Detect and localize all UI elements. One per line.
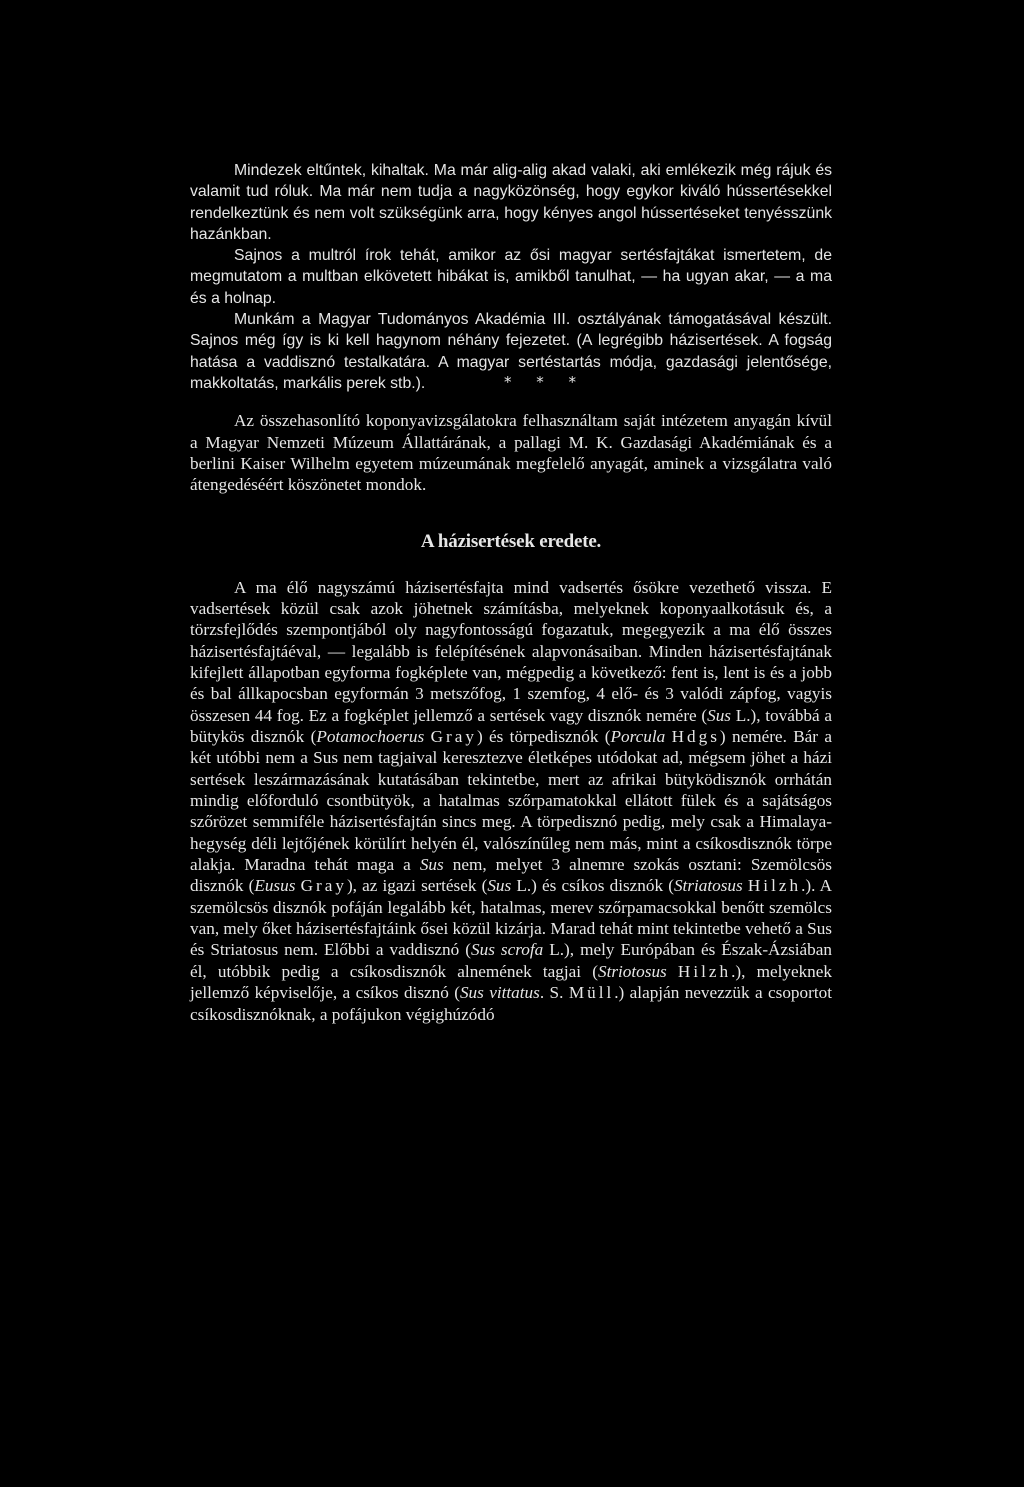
body-text: L.) és csíkos disznók (	[511, 876, 674, 896]
intro-paragraph-2: Sajnos a multról írok tehát, amikor az ősi magyar sertésfajtákat ismertetem, de megmutatom a multban elkövetett hibákat is, amikből tanulhat, — ha ugyan akar, — a ma és a holnap.	[190, 247, 832, 307]
body-paragraph	[190, 577, 832, 1025]
author-name: Hilzh	[747, 876, 802, 896]
species-name: Sus vittatus	[459, 983, 540, 1003]
author-name: Gray	[430, 727, 477, 747]
genus-name: Striatosus	[673, 876, 743, 896]
genus-name: Porcula	[610, 727, 666, 747]
body-text: nem, melyet 3 alnemre szokás osztani: Szemölcsös disznók (	[190, 855, 832, 896]
body-text: ) és törpedisznók (	[476, 727, 611, 747]
genus-name: Sus	[419, 855, 444, 875]
section-separator: * * *	[503, 373, 586, 392]
species-name: Sus scrofa	[471, 940, 544, 960]
body-text: .) alapján nevezzük a csoportot csíkosdisznóknak, a pofájukon végighúzódó	[190, 983, 832, 1024]
page	[190, 160, 832, 1025]
body-text: .), melyeknek jellemző képviselője, a csíkos disznó (	[190, 961, 832, 1003]
author-name: Hdgs	[671, 727, 720, 747]
genus-name: Sus	[487, 876, 512, 896]
intro-paragraph-3: Munkám a Magyar Tudományos Akadémia III. osztályának támogatásával készült. Sajnos még így is ki kell hagynom néhány fejezetet. (A legrégibb házisertések. A fogság hatása a vaddisznó testalkatára. A magyar sertéstartás módja, gazdasági jelentősége, makkoltatás, markális perek stb.).	[190, 311, 832, 392]
genus-name: Potamochoerus	[316, 727, 425, 747]
author-name: Hilzh	[677, 961, 732, 981]
body-text: ), az igazi sertések (	[346, 876, 488, 896]
body-text: . S.	[539, 983, 569, 1003]
body-text: .). A szemölcsös disznók pofáján legalább két, hatalmas, merev szőrpamacsokkal benőtt szemölcs van, mely őket házisertésfajtáink ősei közül kizárja. Marad tehát mint tekintetbe vehető a Sus és Striatosus nem. Előbbi a vaddisznó (	[190, 876, 833, 960]
genus-name: Eusus	[254, 876, 296, 896]
section-heading: A házisertések eredete.	[420, 530, 602, 552]
genus-name: Striotosus	[597, 961, 667, 981]
intro-paragraph-1: Mindezek eltűntek, kihaltak. Ma már alig-alig akad valaki, aki emlékezik még rájuk és valamit tud róluk. Ma már nem tudja a nagyközönség, hogy egykor kiváló hússertésekkel rendelkeztünk és nem volt szükségünk arra, hogy kényes angol hússertéseket tenyésszünk hazánkban.	[190, 162, 832, 243]
body-text: L.), mely Európában és Észak-Ázsiában él, utóbbik pedig a csíkosdisznók alnemének tagjai (	[190, 940, 832, 981]
body-text: ) nemére. Bár a két utóbbi nem a Sus nem tagjaival keresztezve életképes utódokat ad, mégsem jöhet a házi sertések leszármazásának kutatásában tekintetbe, mert az afrikai bütyködisznók orrhátán mindig előforduló csontbütyök, a hatalmas szőrpamatokkal ellátott fülek és a sajátságos szőrözet semmiféle házisertésfajtán sincs meg. A törpedisznó pedig, mely csak a Himalaya-hegység déli lejtőjének körülírt helyén él, valószínűleg nem más, mint a csíkosdisznók törpe alakja. Maradna tehát maga a	[190, 727, 833, 875]
genus-name: Sus	[707, 705, 731, 725]
body-text: L.), továbbá a bütykös disznók (	[190, 705, 832, 747]
body-text: A ma élő nagyszámú házisertésfajta mind vadsertés ősökre vezethető vissza. E vadsertések közül csak azok jöhetnek számításba, melyeknek koponyaalkotásuk és, a törzsfejlődés szempontjából oly nagyfontosságú fogazatuk, megegyezik a ma élő összes házisertésfajtáéval, — legalább is felépítésének alapvonásaiban. Minden házisertésfajtának kifejlett állapotban egyforma fogképlete van, mégpedig a következő: fent is, lent is és a jobb és bal állkapocsban egyformán 3 metszőfog, 1 szemfog, 4 elő- és 3 valódi zápfog, vagyis összesen 44 fog. Ez a fogképlet jellemző a sertések vagy disznók nemére (	[190, 577, 832, 725]
author-name: Gray	[300, 876, 347, 896]
acknowledgement-paragraph: Az összehasonlító koponyavizsgálatokra felhasználtam saját intézetem anyagán kívül a Magyar Nemzeti Múzeum Állattárának, a pallagi M. K. Gazdasági Akadémiának és a berlini Kaiser Wilhelm egyetem múzeumának megfelelő anyagát, aminek a vizsgálatra való átengedéséért köszönetet mondok.	[190, 411, 832, 495]
author-name: Müll	[568, 983, 615, 1003]
